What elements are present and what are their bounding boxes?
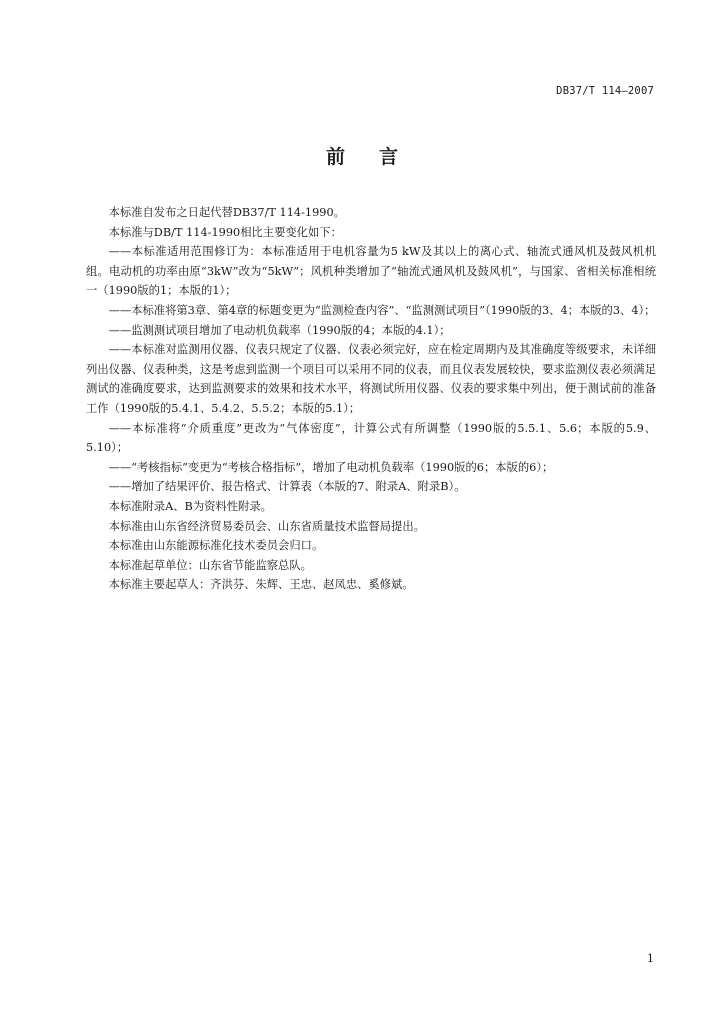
paragraph-change-gas-density: ——本标准将“介质重度”更改为“气体密度”，计算公式有所调整（1990版的5.5.1、5.6；本版的5.9、5.10）； (86, 421, 656, 455)
paragraph-appendix: 本标准附录A、B为资料性附录。 (108, 499, 272, 513)
page-number: 1 (647, 952, 654, 965)
paragraph-drafters: 本标准主要起草人：齐洪芬、朱辉、王忠、赵凤忠、奚修斌。 (108, 578, 414, 592)
paragraph-change-load-rate: ——监测测试项目增加了电动机负载率（1990版的4；本版的4.1）； (108, 323, 451, 337)
document-code: DB37/T 114—2007 (556, 85, 654, 97)
paragraph-change-evaluation: ——增加了结果评价、报告格式、计算表（本版的7、附录A、附录B）。 (108, 480, 466, 494)
paragraph-change-assessment: ——“考核指标”变更为“考核合格指标”，增加了电动机负载率（1990版的6；本版的6）； (108, 460, 554, 474)
document-body (86, 203, 656, 595)
paragraph-changes-intro: 本标准与DB/T 114-1990相比主要变化如下： (108, 225, 342, 239)
paragraph-centralized-by: 本标准由山东能源标准化技术委员会归口。 (108, 539, 324, 553)
paragraph-change-chapter-titles: ——本标准将第3章、第4章的标题变更为“监测检查内容”、“监测测试项目”（1990版的3、4；本版的3、4）； (108, 303, 656, 317)
paragraph-proposed-by: 本标准由山东省经济贸易委员会、山东省质量技术监督局提出。 (108, 519, 425, 533)
paragraph-replaces: 本标准自发布之日起代替DB37/T 114-1990。 (108, 206, 345, 219)
page-title: 前言 (325, 146, 432, 168)
paragraph-drafting-unit: 本标准起草单位：山东省节能监察总队。 (108, 558, 312, 572)
paragraph-change-scope: ——本标准适用范围修订为：本标准适用于电机容量为5 kW及其以上的离心式、轴流式通风机及鼓风机机组。电动机的功率由原“3kW”改为“5kW”；风机种类增加了“轴流式通风机及鼓风机”，与国家、省相关标准相统一（1990版的1；本版的1）； (86, 245, 656, 298)
paragraph-change-instruments: ——本标准对监测用仪器、仪表只规定了仪器、仪表必须完好，应在检定周期内及其准确度等级要求，未详细列出仪器、仪表种类，这是考虑到监测一个项目可以采用不同的仪表，而且仪表发展较快，要求监测仪表必须满足测试的准确度要求，达到监测要求的效果和技术水平，将测试所用仪器、仪表的要求集中列出，便于测试前的准备工作（1990版的5.4.1、5.4.2、5.5.2；本版的5.1）； (86, 343, 656, 415)
